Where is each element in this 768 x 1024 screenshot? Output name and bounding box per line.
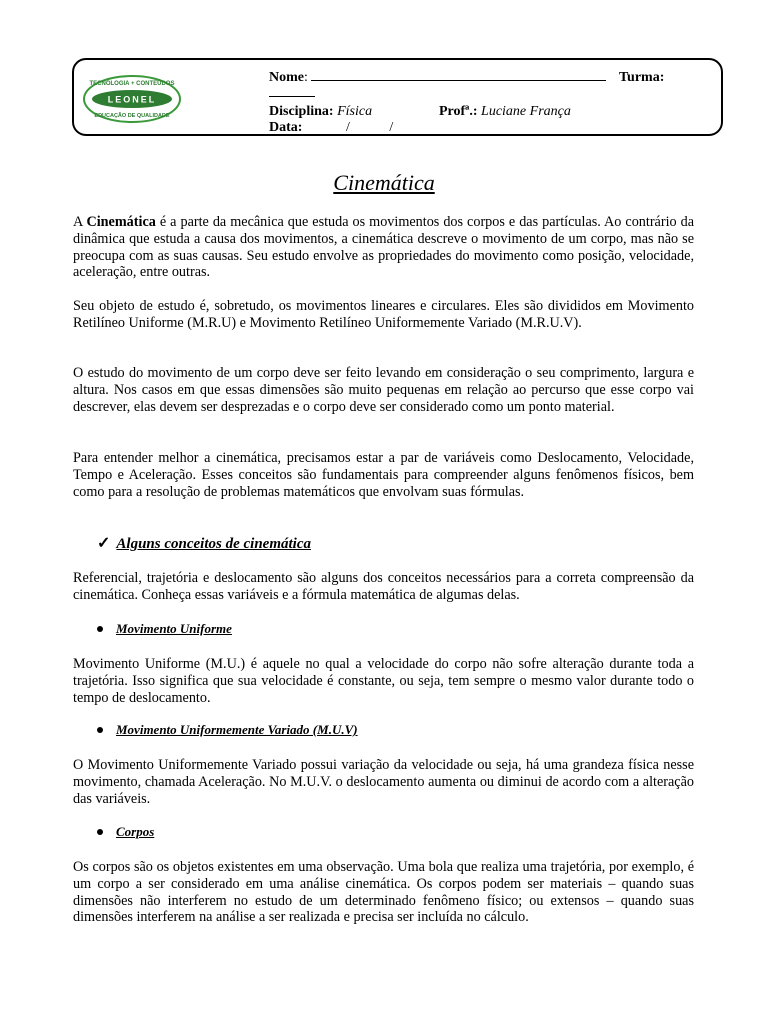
paragraph-estudo: O estudo do movimento de um corpo deve ser feito levando em consideração o seu comprimento, largura e altura. Nos casos em que essas dimensões são muito pequenas em relação ao percurso que esse corpo vai descrever, elas devem ser desprezadas e o corpo deve ser considerado como um ponto material. [73, 365, 694, 415]
paragraph-variaveis: Para entender melhor a cinemática, precisamos estar a par de variáveis como Deslocamento, Velocidade, Tempo e Aceleração. Esses conceitos são fundamentais para compreender alguns fenômenos físicos, bem como para a resolução de problemas matemáticos que envolvam suas fórmulas. [73, 450, 694, 500]
checkmark-icon: ✓ [97, 535, 111, 552]
paragraph-objeto: Seu objeto de estudo é, sobretudo, os movimentos lineares e circulares. Eles são divididos em Movimento Retilíneo Uniforme (M.R.U) e Movimento Retilíneo Uniformemente Variado (M.R.U.V). [73, 298, 694, 331]
turma-line [619, 70, 664, 86]
leonel-logo [82, 74, 182, 124]
prof-label: Profª.: [439, 104, 478, 119]
paragraph-muv: O Movimento Uniformemente Variado possui variação da velocidade ou seja, há uma grandeza física nesse movimento, chamada Aceleração. No M.U.V. o deslocamento aumenta ou diminui de acordo com a alteração das variáveis. [73, 757, 694, 807]
intro-bold-term: Cinemática [86, 214, 156, 230]
prof-line [439, 104, 571, 120]
data-line [269, 120, 393, 136]
disciplina-value: Física [337, 104, 373, 119]
section-heading-text: Alguns conceitos de cinemática [116, 536, 311, 552]
turma-field-wrap [269, 86, 315, 102]
nome-field[interactable] [311, 80, 606, 81]
page-title: Cinemática [333, 170, 435, 195]
turma-field[interactable] [269, 96, 315, 97]
bullet-icon [97, 829, 103, 835]
paragraph-intro: A Cinemática é a parte da mecânica que estuda os movimentos dos corpos e das partículas. Ao contrário da dinâmica que estuda a causa dos movimentos, a cinemática descreve o movimento de um corpo, mas não se preocupa com as suas causas. Seu estudo envolve as propriedades do movimento como posição, velocidade, aceleração, entre outras. [73, 214, 695, 281]
turma-label: Turma: [619, 70, 665, 85]
nome-label: Nome [269, 70, 304, 85]
logo-bottom-text: EDUCAÇÃO DE QUALIDADE [94, 113, 170, 119]
data-field[interactable]: / / [345, 120, 394, 135]
section-heading [97, 533, 311, 553]
header-box [72, 58, 723, 136]
logo-top-text: TECNOLOGIA + CONTEÚDOS [89, 81, 175, 87]
prof-value: Luciane França [481, 104, 571, 119]
bullet-icon [97, 626, 103, 632]
bullet-icon [97, 727, 103, 733]
paragraph-corpos: Os corpos são os objetos existentes em uma observação. Uma bola que realiza uma trajetória, por exemplo, é um corpo a ser considerado em uma análise cinemática. Os corpos podem ser materiais – quando suas dimensões não interferem no estudo de um determinado fenômeno físico; ou extensos – quando suas dimensões interferem na análise a ser realizada e precisa ser incluída no cálculo. [73, 859, 694, 926]
logo-center-text: LEONEL [107, 94, 157, 105]
bullet-movimento-uniforme: Movimento Uniforme [97, 621, 232, 637]
disciplina-line [269, 104, 372, 120]
bullet-corpos: Corpos [97, 824, 154, 840]
paragraph-referencial: Referencial, trajetória e deslocamento são alguns dos conceitos necessários para a correta compreensão da cinemática. Conheça essas variáveis e a fórmula matemática de algumas delas. [73, 570, 694, 603]
nome-line: Nome: [269, 70, 606, 86]
bullet-muv: Movimento Uniformemente Variado (M.U.V) [97, 722, 358, 738]
data-label: Data: [269, 120, 303, 135]
paragraph-mu: Movimento Uniforme (M.U.) é aquele no qual a velocidade do corpo não sofre alteração durante toda a trajetória. Isso significa que sua velocidade é constante, ou seja, tem sempre o mesmo valor durante todo o tempo de deslocamento. [73, 656, 694, 706]
disciplina-label: Disciplina: [269, 104, 334, 119]
